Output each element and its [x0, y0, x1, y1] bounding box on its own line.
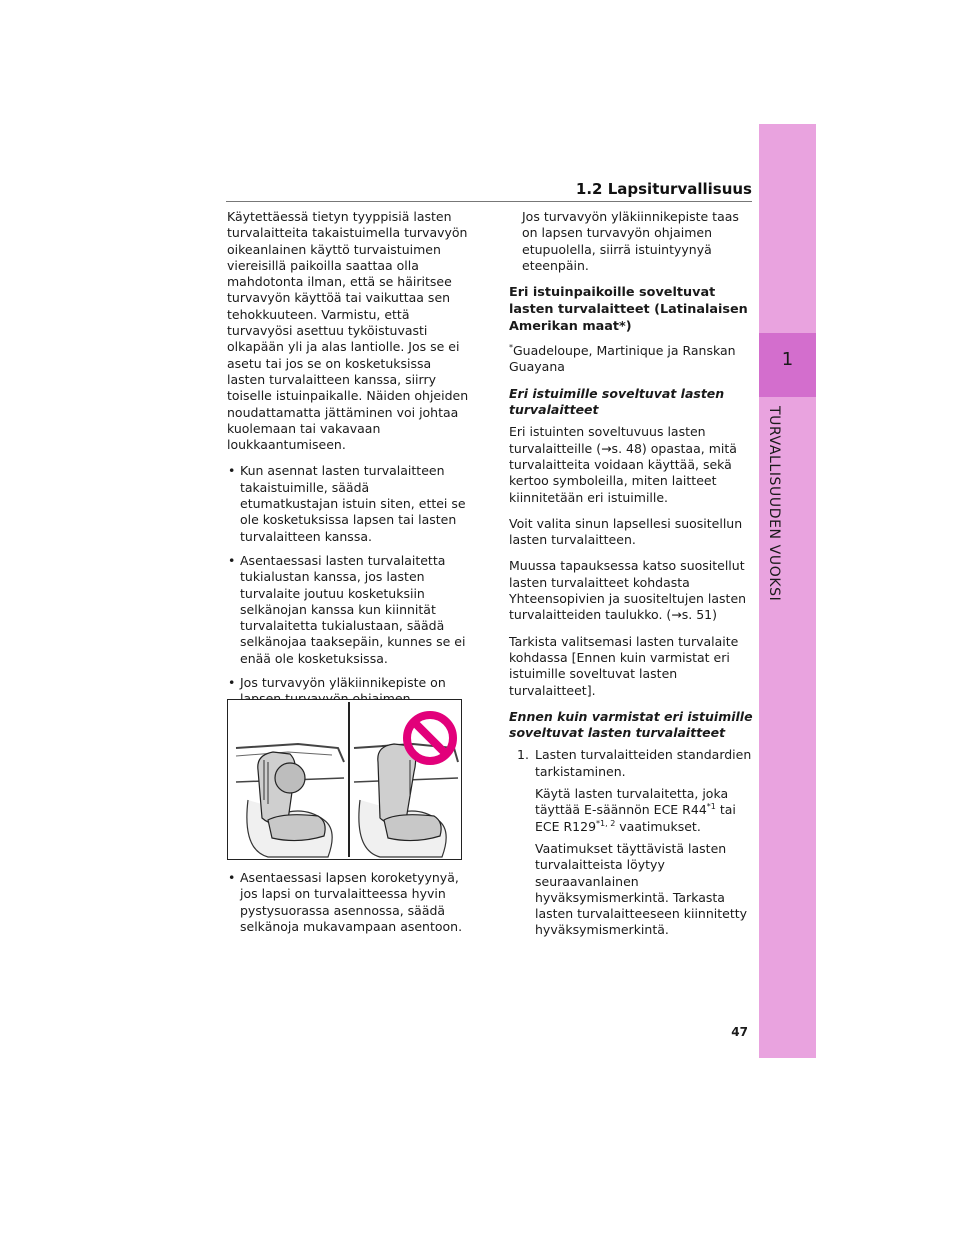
subheading: Ennen kuin varmistat eri istuimille soveltuvat lasten turvalaitteet	[509, 708, 753, 741]
step-detail-text: tai ECE R129	[535, 802, 736, 834]
left-column-lower	[227, 870, 471, 943]
footnote	[509, 343, 753, 376]
paragraph: Eri istuinten soveltuvuus lasten turvalaitteille (→s. 48) opastaa, mitä turvalaitteita voidaan käyttää, sekä kertoo symboleilla, miten laitteet kiinnitetään eri istuimille.	[509, 424, 737, 505]
seat-illustration	[227, 699, 462, 860]
section-heading: Eri istuinpaikoille soveltuvat lasten turvalaitteet (Latinalaisen Amerikan maat*)	[509, 285, 748, 335]
chapter-label: TURVALLISUUDEN VUOKSI	[766, 406, 782, 602]
left-column	[227, 209, 471, 748]
bullet-item: • Kun asennat lasten turvalaitteen takaistuimille, säädä etumatkustajan istuin siten, ettei se ole kosketuksissa lapsen tai lasten turvalaitteen kanssa.	[227, 463, 471, 544]
step-detail: Vaatimukset täyttävistä lasten turvalaitteista löytyy seuraavanlainen hyväksymismerkintä. Tarkasta lasten turvalaitteeseen kiinnitetty hyväksymismerkintä.	[535, 840, 748, 938]
page-number: 47	[731, 1025, 748, 1039]
footnote-ref: *1	[706, 802, 716, 812]
subheading: Eri istuimille soveltuvat lasten turvalaitteet	[509, 385, 725, 418]
prohibited-sign-icon	[407, 715, 453, 761]
step-detail-text: Käytä lasten turvalaitetta, joka täyttää E-säännön ECE R44	[535, 786, 729, 818]
section-title: 1.2 Lapsiturvallisuus	[575, 180, 752, 198]
continuation-paragraph: Jos turvavyön yläkiinnikepiste taas on lapsen turvavyön ohjaimen etupuolella, siirrä istuintyynyä eteenpäin.	[522, 209, 739, 273]
chapter-number: 1	[781, 349, 794, 370]
bullet-item: • Asentaessasi lapsen koroketyynyä, jos lapsi on turvalaitteessa hyvin pystysuorassa asennossa, säädä selkänoja mukavampaan asentoon.	[227, 870, 471, 935]
footnote-text: Guadeloupe, Martinique ja Ranskan Guayana	[509, 343, 736, 375]
step-number: 1.	[517, 747, 529, 763]
paragraph: Muussa tapauksessa katso suositellut lasten turvalaitteet kohdasta Yhteensopivien ja suositeltujen lasten turvalaitteiden taulukko. (→s. 51)	[509, 558, 747, 623]
footnote-ref: *1, 2	[596, 818, 616, 828]
right-column	[509, 209, 753, 945]
step-detail	[509, 786, 753, 835]
numbered-step	[509, 747, 753, 780]
paragraph: Voit valita sinun lapsellesi suositellun lasten turvalaitteen.	[509, 515, 743, 548]
intro-paragraph: Käytettäessä tietyn tyyppisiä lasten turvalaitteita takaistuimella turvavyön oikeanlainen käyttö turvaistuimen viereisillä paikoilla saattaa olla mahdotonta ilman, että se häiritsee turvavyön käyttöä tai vaikuttaa sen tehokkuuteen. Varmistu, että turvavyösi asettuu tyköistuvasti olkapään yli ja alas lantiolle. Jos se ei asetu tai jos se on kosketuksissa lasten turvalaitteen kanssa, siirry toiselle istuinpaikalle. Näiden ohjeiden noudattamatta jättäminen voi johtaa kuolemaan tai vakavaan loukkaantumiseen.	[227, 209, 469, 453]
bullet-item: • Jos turvavyön yläkiinnikepiste on	[227, 675, 471, 740]
header-divider	[226, 201, 752, 202]
step-text: Lasten turvalaitteiden standardien tarkistaminen.	[535, 747, 752, 779]
footnote-mark: *	[509, 343, 513, 353]
seat-illustration-svg	[228, 700, 461, 859]
step-detail-text: vaatimukset.	[615, 818, 701, 834]
bullet-item: • Asentaessasi lasten turvalaitetta tukialustan kanssa, jos lasten turvalaite joutuu kosketuksiin selkänojan kanssa kun kiinnität turvalaitetta tukialustaan, säädä selkänojaa taaksepäin, kunnes se ei enää ole kosketuksissa.	[227, 553, 471, 667]
paragraph: Tarkista valitsemasi lasten turvalaite kohdassa [Ennen kuin varmistat eri istuimille soveltuvat lasten turvalaitteet].	[509, 633, 739, 698]
